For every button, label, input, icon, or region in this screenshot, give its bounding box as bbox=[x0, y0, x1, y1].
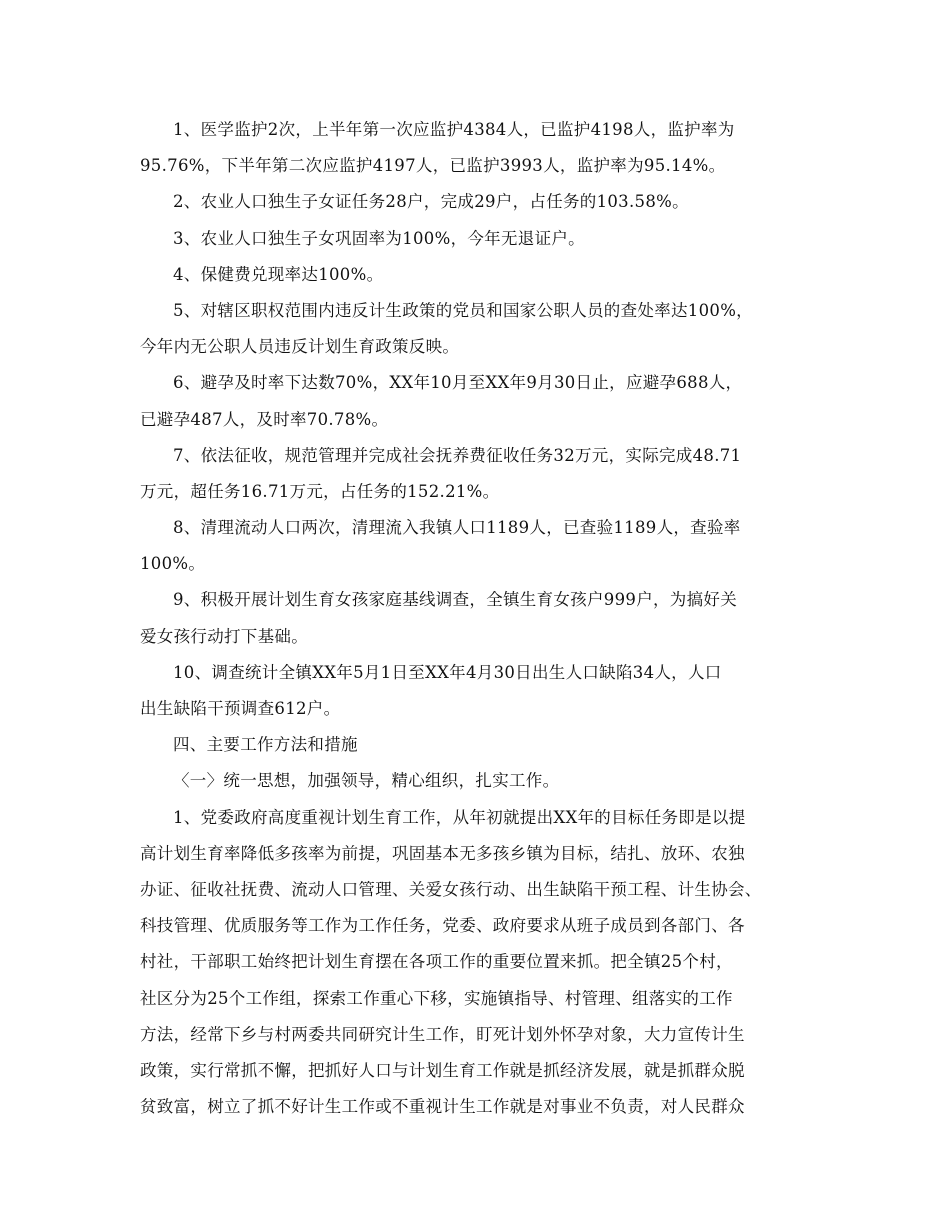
text-line: 村社，干部职工始终把计划生育摆在各项工作的重要位置来抓。把全镇25个村， bbox=[140, 952, 733, 972]
text-line: 高计划生育率降低多孩率为前提，巩固基本无多孩乡镇为目标，结扎、放环、农独 bbox=[140, 843, 745, 863]
text-line: 社区分为25个工作组，探索工作重心下移，实施镇指导、村管理、组落实的工作 bbox=[140, 988, 733, 1008]
text-line: 8、清理流动人口两次，清理流入我镇人口1189人，已查验1189人，查验率 bbox=[173, 518, 741, 538]
text-line: 1、党委政府高度重视计划生育工作，从年初就提出XX年的目标任务即是以提 bbox=[173, 807, 746, 827]
subsection-heading: 〈一〉统一思想，加强领导，精心组织，扎实工作。 bbox=[173, 771, 560, 791]
section-heading: 四、主要工作方法和措施 bbox=[173, 735, 358, 755]
text-line: 9、积极开展计划生育女孩家庭基线调查，全镇生育女孩户999户，为搞好关 bbox=[173, 590, 737, 610]
text-line: 已避孕487人，及时率70.78%。 bbox=[140, 409, 389, 429]
text-line: 10、调查统计全镇XX年5月1日至XX年4月30日出生人口缺陷34人，人口 bbox=[173, 662, 722, 682]
text-line: 6、避孕及时率下达数70%，XX年10月至XX年9月30日止，应避孕688人， bbox=[173, 373, 743, 393]
text-line: 办证、征收社抚费、流动人口管理、关爱女孩行动、出生缺陷干预工程、计生协会、 bbox=[140, 879, 762, 899]
text-line: 95.76%，下半年第二次应监护4197人，已监护3993人，监护率为95.14%。 bbox=[140, 156, 726, 176]
text-line: 100%。 bbox=[140, 554, 206, 574]
text-line: 万元，超任务16.71万元，占任务的152.21%。 bbox=[140, 481, 500, 501]
text-line: 科技管理、优质服务等工作为工作任务，党委、政府要求从班子成员到各部门、各 bbox=[140, 916, 745, 936]
text-line: 7、依法征收，规范管理并完成社会抚养费征收任务32万元，实际完成48.71 bbox=[173, 445, 742, 465]
text-line: 爱女孩行动打下基础。 bbox=[140, 626, 308, 646]
text-line: 5、对辖区职权范围内违反计生政策的党员和国家公职人员的查处率达100%， bbox=[173, 300, 753, 320]
text-line: 今年内无公职人员违反计划生育政策反映。 bbox=[140, 337, 460, 357]
text-line: 政策，实行常抓不懈，把抓好人口与计划生育工作就是抓经济发展，就是抓群众脱 bbox=[140, 1060, 745, 1080]
text-line: 2、农业人口独生子女证任务28户，完成29户，占任务的103.58%。 bbox=[173, 192, 689, 212]
text-line: 3、农业人口独生子女巩固率为100%，今年无退证户。 bbox=[173, 228, 585, 248]
text-line: 贫致富，树立了抓不好计生工作或不重视计生工作就是对事业不负责，对人民群众 bbox=[140, 1097, 745, 1117]
text-line: 方法，经常下乡与村两委共同研究计生工作，盯死计划外怀孕对象，大力宣传计生 bbox=[140, 1024, 745, 1044]
text-line: 4、保健费兑现率达100%。 bbox=[173, 264, 384, 284]
text-line: 1、医学监护2次，上半年第一次应监护4384人，已监护4198人，监护率为 bbox=[173, 120, 735, 139]
text-line: 出生缺陷干预调查612户。 bbox=[140, 699, 341, 718]
document-body bbox=[140, 112, 830, 1125]
